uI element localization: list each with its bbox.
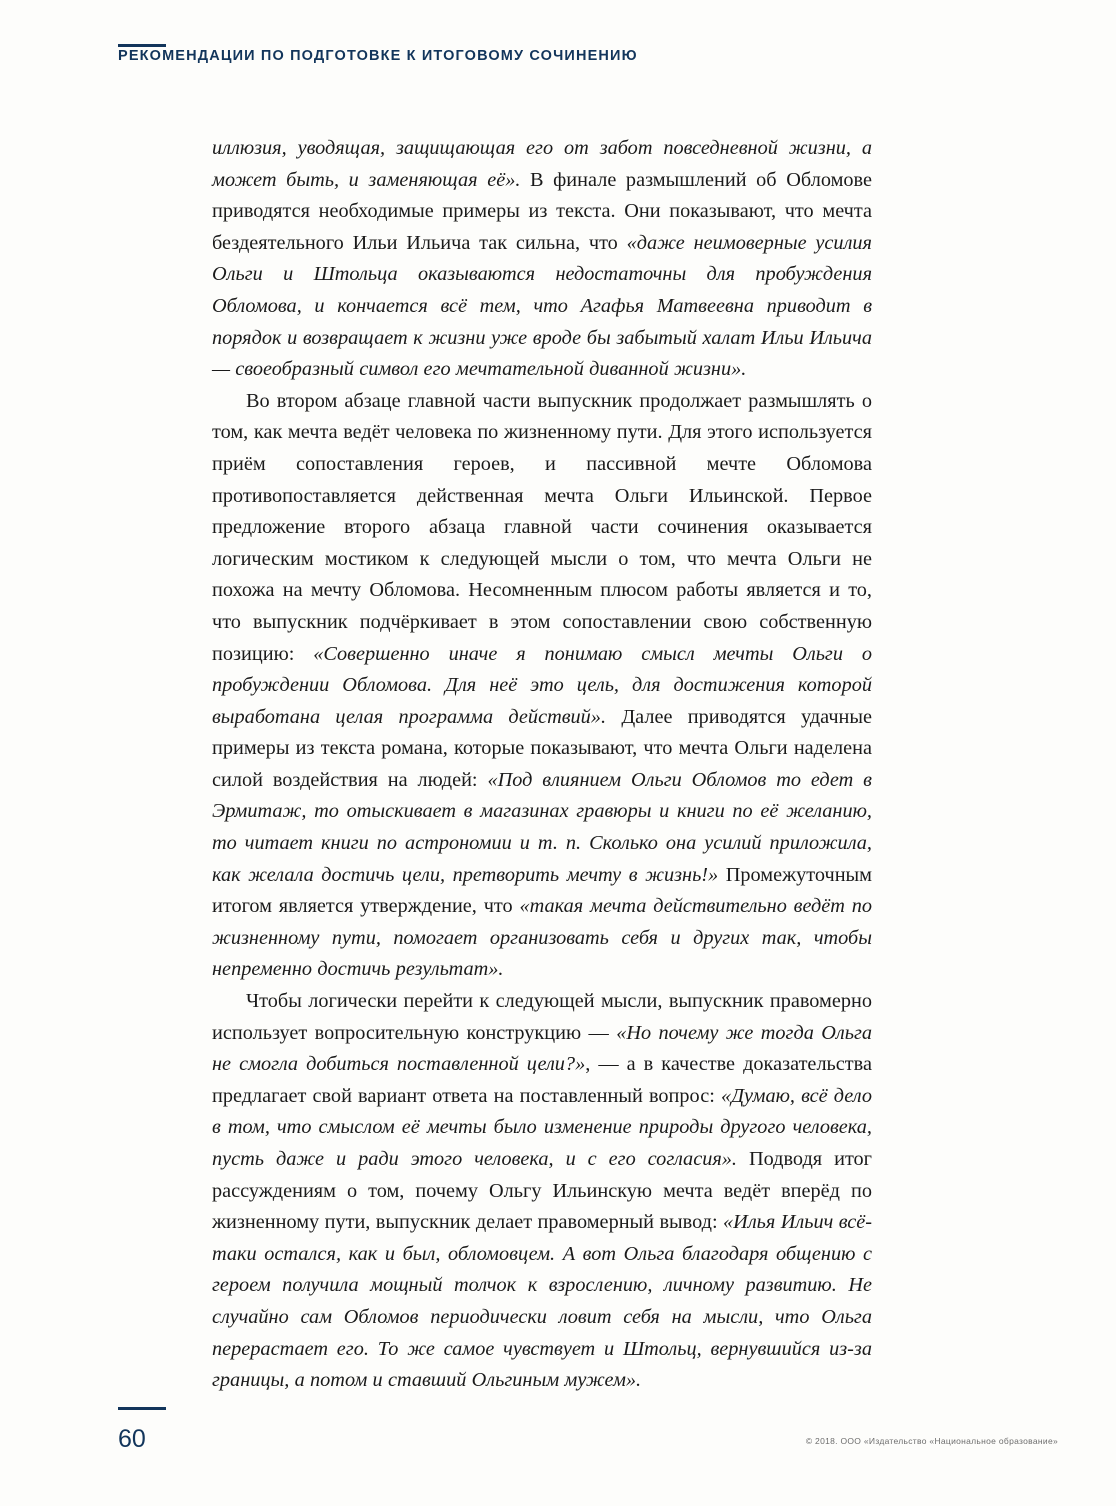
paragraph <box>212 986 872 1397</box>
footer-rule <box>118 1407 166 1410</box>
prose-run: Подводя итог рассуждениям о том, почему Ольгу Ильинскую мечта ведёт вперёд по жизненному пути, выпускник делает правомерный вывод: <box>212 1148 872 1234</box>
quoted-passage: «Под влиянием Ольги Обломов то едет в Эрмитаж, то отыскивает в магазинах гравюры и книги по её желанию, то читает книги по астрономии и т. п. Сколько она усилий приложила, как желала достичь цели, претворить мечту в жизнь!» <box>212 768 872 886</box>
paragraph <box>212 133 872 386</box>
quoted-passage: «Но почему же тогда Ольга не смогла добиться поставленной цели?» <box>212 1021 873 1076</box>
prose-run: Промежуточным итогом является утверждение, что <box>212 863 873 918</box>
running-head-title: РЕКОМЕНДАЦИИ ПО ПОДГОТОВКЕ К ИТОГОВОМУ СОЧИНЕНИЮ <box>118 48 638 64</box>
body-text-column <box>212 133 872 1397</box>
header-rule <box>118 44 166 47</box>
prose-run: , — а в качестве доказательства предлагает свой вариант ответа на поставленный вопрос: <box>212 1053 872 1107</box>
quoted-passage: «даже неимоверные усилия Ольги и Штольца оказываются недостаточны для пробуждения Обломова, и кончается всё тем, что Агафья Матвеевна приводит в порядок и возвращает к жизни уже вроде бы забытый халат Ильи Ильича — своеобразный символ его мечтательной диванной жизни». <box>212 231 872 381</box>
quoted-passage: «такая мечта действительно ведёт по жизненному пути, помогает организовать себя и других так, чтобы непременно достичь результат». <box>212 895 872 981</box>
paragraph <box>212 386 872 986</box>
page-number: 60 <box>118 1425 146 1453</box>
prose-run: В финале размышлений об Обломове приводятся необходимые примеры из текста. Они показывают, что мечта бездеятельного Ильи Ильича так сильна, что <box>212 168 873 254</box>
quoted-passage: «Думаю, всё дело в том, что смыслом её мечты было изменение природы другого человека, пусть даже и ради этого человека, и с его согласия». <box>212 1084 872 1170</box>
prose-run: Чтобы логически перейти к следующей мысли, выпускник правомерно использует вопросительную конструкцию — <box>212 990 872 1044</box>
running-head <box>118 44 1056 64</box>
quoted-passage: «Совершенно иначе я понимаю смысл мечты Ольги о пробуждении Обломова. Для неё это цель, для достижения которой выработана целая программа действий». <box>212 642 872 728</box>
prose-run: Далее приводятся удачные примеры из текста романа, которые показывают, что мечта Ольги наделена силой воздействия на людей: <box>212 705 873 791</box>
prose-run: Во втором абзаце главной части выпускник продолжает размышлять о том, как мечта ведёт человека по жизненному пути. Для этого используется приём сопоставления героев, и пассивной мечте Обломова противопоставляется действенная мечта Ольги Ильинской. Первое предложение второго абзаца главной части сочинения оказывается логическим мостиком к следующей мысли о том, что мечта Ольги не похожа на мечту Обломова. Несомненным плюсом работы является и то, что выпускник подчёркивает в этом сопоставлении свою собственную позицию: <box>212 389 872 665</box>
copyright-notice: © 2018. ООО «Издательство «Национальное образование» <box>805 1436 1058 1446</box>
quoted-passage: «Илья Ильич всё-таки остался, как и был, обломовцем. А вот Ольга благодаря общению с героем получила мощный толчок к взрослению, личному развитию. Не случайно сам Обломов периодически ловит себя на мысли, что Ольга перерастает его. То же самое чувствует и Штольц, вернувшийся из-за границы, а потом и ставший Ольгиным мужем». <box>212 1211 872 1392</box>
quoted-passage: иллюзия, уводящая, защищающая его от забот повседневной жизни, а может быть, и заменяющая её». <box>212 137 872 191</box>
